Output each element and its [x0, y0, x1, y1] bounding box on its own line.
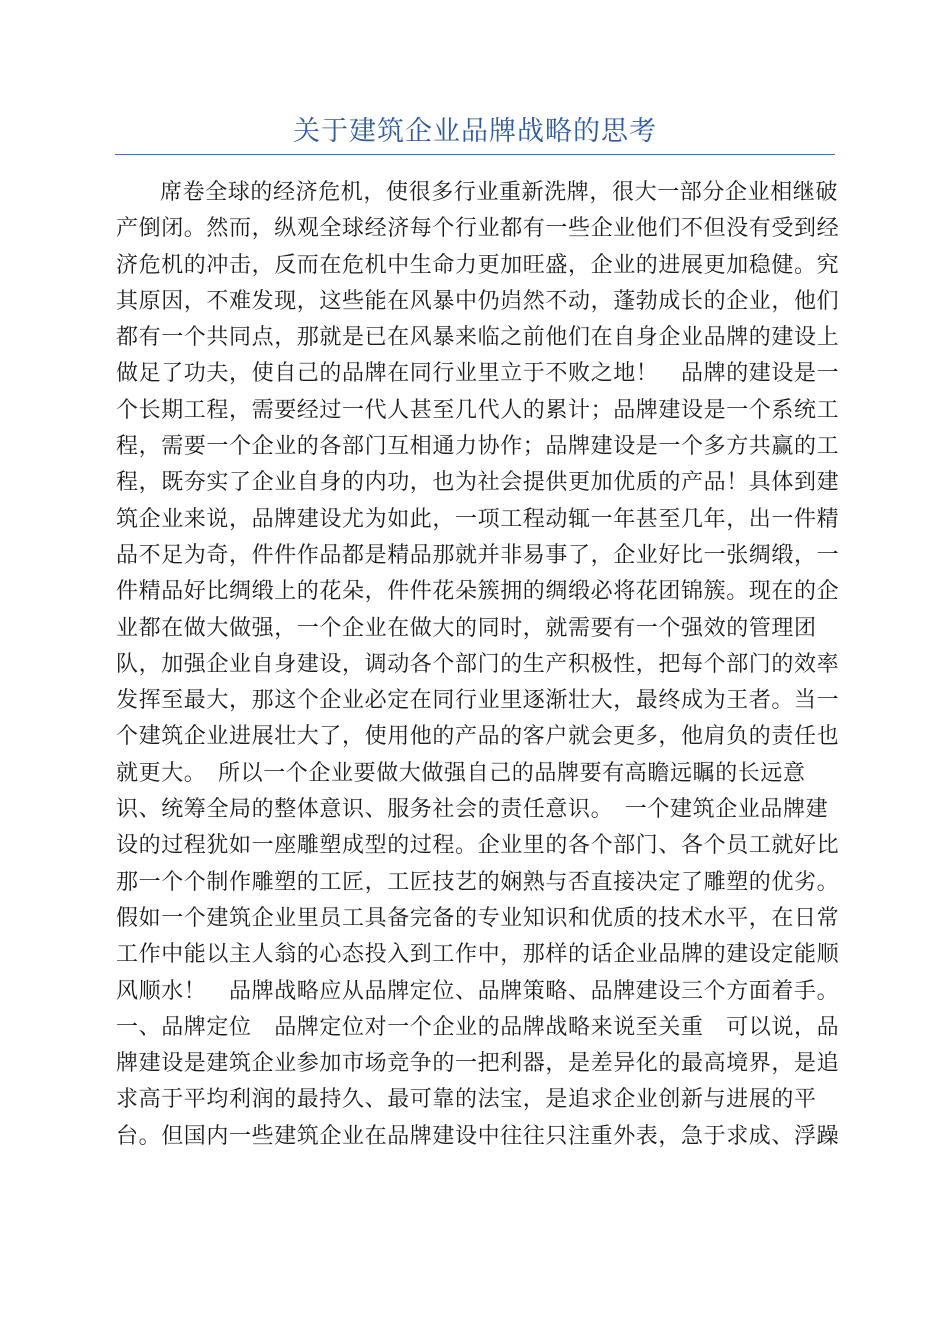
- body-line: 程，既夯实了企业自身的内功，也为社会提供更加优质的产品！具体到建: [116, 470, 840, 496]
- body-line: 台。但国内一些建筑企业在品牌建设中往往只注重外表，急于求成、浮躁: [116, 1123, 840, 1149]
- body-line: 品不足为奇，件件作品都是精品那就并非易事了，企业好比一张绸缎，一: [116, 542, 840, 568]
- body-line: 程，需要一个企业的各部门互相通力协作；品牌建设是一个多方共赢的工: [116, 434, 840, 460]
- document-body: [116, 175, 840, 1155]
- body-line: 筑企业来说，品牌建设尤为如此，一项工程动辄一年甚至几年，出一件精: [116, 506, 840, 532]
- body-line: 一、品牌定位 品牌定位对一个企业的品牌战略来说至关重 可以说，品: [116, 1014, 840, 1040]
- body-line: 求高于平均利润的最持久、最可靠的法宝，是追求企业创新与进展的平: [116, 1087, 817, 1113]
- body-line: 件精品好比绸缎上的花朵，件件花朵簇拥的绸缎必将花团锦簇。现在的企: [116, 579, 840, 605]
- title-underline: [115, 154, 835, 155]
- body-line: 业都在做大做强，一个企业在做大的同时，就需要有一个强效的管理团: [116, 615, 817, 641]
- body-line: 风顺水！ 品牌战略应从品牌定位、品牌策略、品牌建设三个方面着手。: [116, 978, 840, 1004]
- body-line: 产倒闭。然而，纵观全球经济每个行业都有一些企业他们不但没有受到经: [116, 216, 840, 242]
- body-line: 席卷全球的经济危机，使很多行业重新洗牌，很大一部分企业相继破: [160, 180, 839, 205]
- body-line: 假如一个建筑企业里员工具备完备的专业知识和优质的技术水平，在日常: [116, 905, 840, 931]
- body-line: 济危机的冲击，反而在危机中生命力更加旺盛，企业的进展更加稳健。究: [116, 252, 840, 278]
- body-line: 那一个个制作雕塑的工匠，工匠技艺的娴熟与否直接决定了雕塑的优劣。: [116, 869, 840, 895]
- body-line: 个长期工程，需要经过一代人甚至几代人的累计；品牌建设是一个系统工: [116, 397, 840, 423]
- body-line: 设的过程犹如一座雕塑成型的过程。企业里的各个部门、各个员工就好比: [116, 833, 840, 859]
- body-line: 其原因，不难发现，这些能在风暴中仍岿然不动，蓬勃成长的企业，他们: [116, 288, 840, 314]
- body-line: 做足了功夫，使自己的品牌在同行业里立于不败之地！ 品牌的建设是一: [116, 361, 840, 387]
- body-line: 队，加强企业自身建设，调动各个部门的生产积极性，把每个部门的效率: [116, 651, 840, 677]
- document-title: 关于建筑企业品牌战略的思考: [293, 116, 657, 147]
- body-line: 牌建设是建筑企业参加市场竞争的一把利器，是差异化的最高境界，是追: [116, 1051, 840, 1077]
- body-line: 工作中能以主人翁的心态投入到工作中，那样的话企业品牌的建设定能顺: [116, 942, 840, 968]
- body-line: 发挥至最大，那这个企业必定在同行业里逐渐壮大，最终成为王者。当一: [116, 688, 840, 714]
- body-line: 识、统筹全局的整体意识、服务社会的责任意识。 一个建筑企业品牌建: [116, 797, 829, 823]
- body-line: 都有一个共同点，那就是已在风暴来临之前他们在自身企业品牌的建设上: [116, 325, 840, 351]
- body-line: 就更大。 所以一个企业要做大做强自己的品牌要有高瞻远瞩的长远意: [116, 760, 806, 786]
- body-line: 个建筑企业进展壮大了，使用他的产品的客户就会更多，他肩负的责任也: [116, 724, 840, 750]
